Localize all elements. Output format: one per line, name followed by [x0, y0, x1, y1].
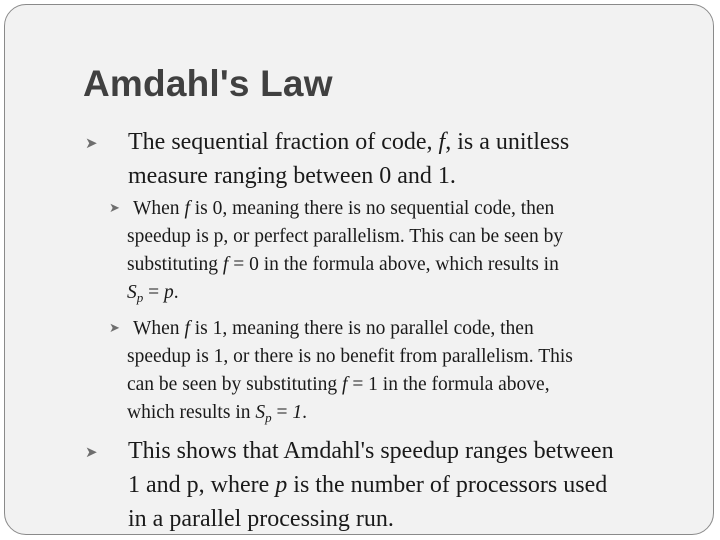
slide-title: Amdahl's Law [83, 63, 333, 104]
text-line: $S_p = p$. [127, 282, 179, 305]
italic-math: f [184, 198, 190, 219]
italic-math: f [342, 374, 348, 395]
subscript: p [265, 410, 272, 425]
sub-bullet-f-one [109, 315, 685, 427]
subscript: p [136, 290, 144, 305]
arrow-bullet-icon: ➤ [85, 443, 98, 461]
bullet-text [85, 125, 685, 193]
text-line: speedup is 1, or there is no benefit from parallelism. This [127, 346, 573, 367]
text-line: 1 and p, where p is the number of processors used [128, 472, 608, 498]
text-line: When f is 1, meaning there is no parallel code, then [133, 318, 534, 339]
text-line: substituting f = 0 in the formula above, which results in [127, 254, 559, 275]
arrow-bullet-icon: ➤ [109, 321, 120, 336]
arrow-bullet-icon: ➤ [85, 134, 98, 152]
italic-math: 1 [292, 402, 303, 423]
text-line: in a parallel processing run. [128, 506, 394, 532]
slide-content [5, 5, 713, 534]
italic-math: S [255, 402, 266, 423]
text-line: This shows that Amdahl's speedup ranges between [128, 438, 614, 464]
bullet-speedup-range [85, 434, 685, 535]
text-line: speedup is p, or perfect parallelism. This can be seen by [127, 226, 564, 247]
sub-bullet-text [109, 195, 685, 307]
slide [4, 4, 714, 535]
bullet-text [85, 434, 685, 535]
text-line: When f is 0, meaning there is no sequential code, then [133, 198, 555, 219]
bullet-sequential-fraction [85, 125, 685, 193]
text-line: measure ranging between 0 and 1. [128, 163, 456, 189]
text-line: can be seen by substituting f = 1 in the formula above, [127, 374, 550, 395]
italic-math: f [184, 318, 190, 339]
arrow-bullet-icon: ➤ [109, 201, 120, 216]
italic-math: p [164, 282, 174, 303]
italic-math: p [275, 472, 288, 498]
text-line: The sequential fraction of code, f, is a unitless [128, 129, 570, 155]
sub-bullet-f-zero [109, 195, 685, 307]
italic-math: S [127, 282, 137, 303]
sub-bullet-text [109, 315, 685, 427]
italic-math: f [438, 129, 446, 155]
text-line: which results in $S_p = 1$. [127, 402, 307, 425]
italic-math: f [222, 254, 229, 275]
